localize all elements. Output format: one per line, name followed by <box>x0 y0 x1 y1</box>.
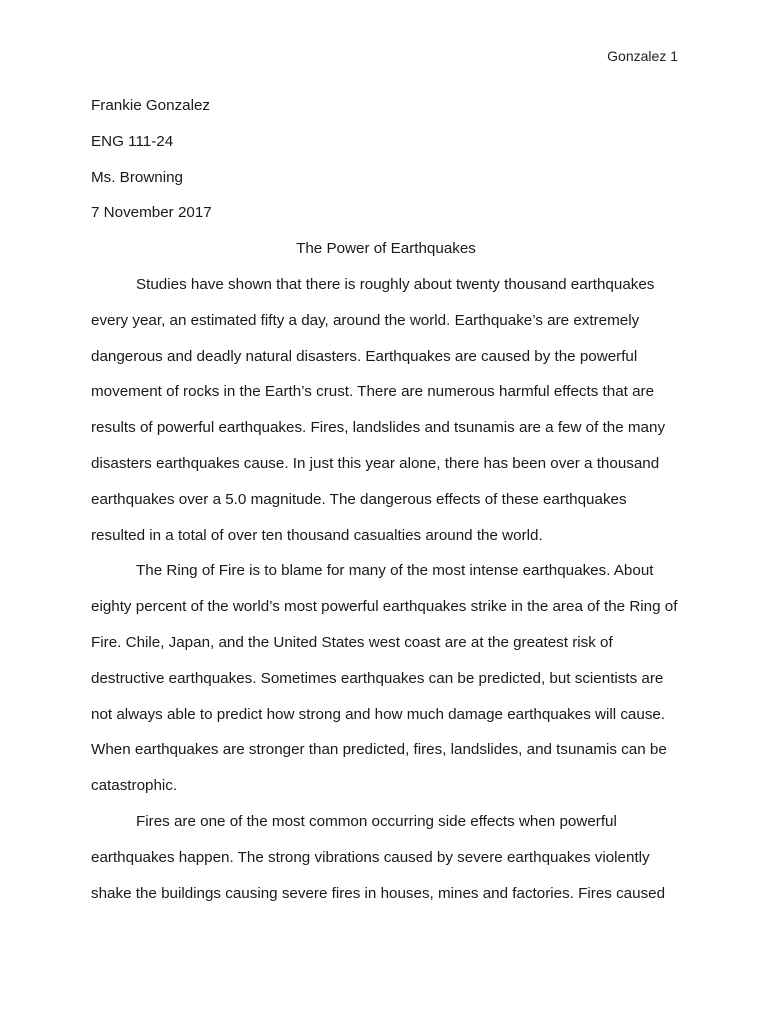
paragraph-line: destructive earthquakes. Sometimes earthquakes can be predicted, but scientists are <box>91 669 664 687</box>
paragraph-line: movement of rocks in the Earth’s crust. There are numerous harmful effects that are <box>91 383 655 401</box>
paragraph-2 <box>91 553 681 804</box>
paragraph-line: every year, an estimated fifty a day, around the world. Earthquake’s are extremely <box>91 311 640 329</box>
paragraph-line: earthquakes happen. The strong vibrations caused by severe earthquakes violently <box>91 848 650 866</box>
paragraph-line: disasters earthquakes cause. In just this year alone, there has been over a thousand <box>91 454 660 472</box>
paragraph-line: results of powerful earthquakes. Fires, landslides and tsunamis are a few of the many <box>91 419 666 437</box>
paragraph-line: not always able to predict how strong and how much damage earthquakes will cause. <box>91 705 666 723</box>
essay-title: The Power of Earthquakes <box>296 240 476 258</box>
paragraph-line: When earthquakes are stronger than predicted, fires, landslides, and tsunamis can be <box>91 741 667 759</box>
paragraph-line: earthquakes over a 5.0 magnitude. The dangerous effects of these earthquakes <box>91 490 627 508</box>
paragraph-line: eighty percent of the world’s most powerful earthquakes strike in the area of the Ring of <box>91 598 678 616</box>
paragraph-line: shake the buildings causing severe fires in houses, mines and factories. Fires caused <box>91 884 666 902</box>
paragraph-line: Studies have shown that there is roughly about twenty thousand earthquakes <box>136 275 655 293</box>
paragraph-1 <box>91 267 681 553</box>
paragraph-line: catastrophic. <box>91 777 178 795</box>
paragraph-line: The Ring of Fire is to blame for many of the most intense earthquakes. About <box>136 562 654 580</box>
author-name: Frankie Gonzalez <box>91 97 211 114</box>
essay-body <box>91 88 681 911</box>
paragraph-line: Fires are one of the most common occurring side effects when powerful <box>136 812 617 830</box>
essay-date: 7 November 2017 <box>91 204 212 222</box>
paragraph-3 <box>91 804 681 911</box>
paragraph-line: resulted in a total of over ten thousand casualties around the world. <box>91 526 543 544</box>
running-header: Gonzalez 1 <box>607 48 678 64</box>
course-code: ENG 111-24 <box>91 132 174 150</box>
paragraph-line: dangerous and deadly natural disasters. Earthquakes are caused by the powerful <box>91 347 638 365</box>
instructor-name: Ms. Browning <box>91 168 184 186</box>
paragraph-line: Fire. Chile, Japan, and the United States west coast are at the greatest risk of <box>91 633 613 651</box>
